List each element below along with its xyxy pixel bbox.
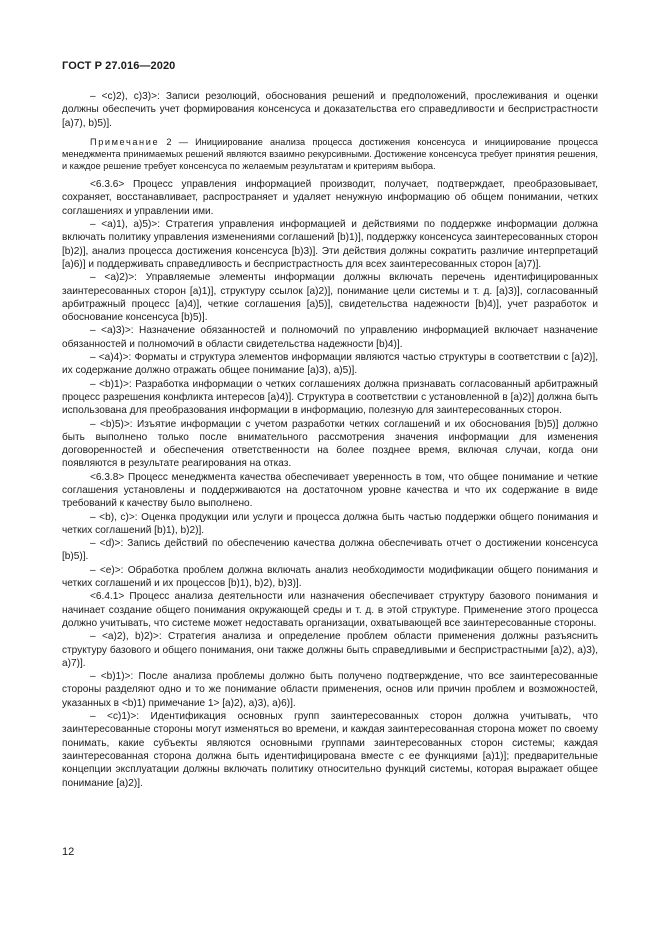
list-item-c2-c3: – <c)2), c)3)>: Записи резолюций, обоснования решений и предположений, прослеживания и оценки должны обеспечить учет формирования консенсуса и доказательства его справедливости и беспристрастности [a)7), b)5)].: [62, 91, 598, 129]
list-item-c1: – <c)1)>: Идентификация основных групп заинтересованных сторон должна учитывать, что заинтересованные стороны могут изменяться во времени, и каждая заинтересованная сторона может по своему понимать, какие субъекты являются основными группами заинтересованных сторон системы; каждая заинтересованная сторона должна быть идентифицирована вместе с ее функциями [a)1)]; предварительные концепции эксплуатации должны включать политику относительно функций системы, которая выражает общее понимание [a)2)].: [62, 711, 598, 789]
list-item-b1-confirmation: – <b)1)>: После анализа проблемы должно быть получено подтверждение, что все заинтересованные стороны разделяют одно и то же понимание области применения, основ или причин проблем и возможностей, указанных в <b)1) примечание 1> [a)2), a)3), a)6)].: [62, 671, 598, 709]
document-body: [62, 90, 598, 790]
list-item-a4: – <a)4)>: Форматы и структура элементов информации являются частью структуры в соответствии с [a)2)], их содержание должно отражать общее понимание [a)3), a)5)].: [62, 352, 598, 377]
list-item-d: – <d)>: Запись действий по обеспечению качества должна обеспечивать отчет о достижении консенсуса [b)5)].: [62, 538, 598, 563]
clause-6-4-1: <6.4.1> Процесс анализа деятельности или назначения обеспечивает структуру базового понимания и начинает создание общего понимания окружающей среды и т. д. в этой структуре. Применение этого процесса должно учитывать, что системе может недоставать организации, охватывающей все заинтересованные стороны.: [62, 591, 598, 629]
list-item-b-c: – <b), c)>: Оценка продукции или услуги и процесса должна быть частью поддержки общего понимания и четких соглашений [b)1), b)2)].: [62, 511, 598, 536]
standard-header: ГОСТ Р 27.016—2020: [62, 60, 176, 72]
clause-6-3-8: <6.3.8> Процесс менеджмента качества обеспечивает уверенность в том, что общее понимание и четкие соглашения установлены и поддерживаются на достаточном уровне качества и что их содержание в виде требований к качеству было выполнено.: [62, 471, 598, 510]
list-item-a3: – <a)3)>: Назначение обязанностей и полномочий по управлению информацией включает назначение обязанностей и полномочий в области свидетельства надежности [b)4)].: [62, 325, 598, 350]
note-text: 2 — Инициирование анализа процесса достижения консенсуса и инициирование процесса менеджмента принимаемых решений являются взаимно рекурсивными. Достижение консенсуса требует принятия решения, и каждое решение требует консенсуса по желаемым результатам и критериям выбора.: [62, 136, 598, 172]
list-item-e: – <e)>: Обработка проблем должна включать анализ необходимости модификации общего понимания и четких соглашений и их процессов [b)1), b)2), b)3)].: [62, 564, 598, 590]
list-item-a2-b2: – <a)2), b)2)>: Стратегия анализа и определение проблем области применения должны разъяснить структуру базового и общего понимания, они также должны быть справедливыми и беспристрастными [a)2), a)3), a)7)].: [62, 631, 598, 669]
page-number: 12: [62, 846, 75, 858]
list-item-b1: – <b)1)>: Разработка информации о четких соглашениях должна признавать согласованный арбитражный процесс разрешения конфликта интересов [a)4)]. Структура в соответствии с установленной в [a)2)] должна быть использована для преобразования информации в информацию, полезную для заинтересованных сторон.: [62, 378, 598, 417]
clause-6-3-6: <6.3.6> Процесс управления информацией производит, получает, подтверждает, преобразовывает, сохраняет, восстанавливает, распространяет и удаляет ненужную информацию об общем понимании, четких соглашениях и управлении ими.: [62, 179, 598, 217]
note-label: Примечание: [90, 136, 160, 147]
note-2: [62, 136, 598, 172]
list-item-b5: – <b)5)>: Изъятие информации с учетом разработки четких соглашений и их обоснования [b)5)] должно быть выполнено только после внимательного рассмотрения значения информации для изменения договоренностей и обеспечения ответственности на более позднее время, включая случаи, когда они появляются в результате реагирования на отказ.: [62, 418, 598, 470]
list-item-a1-a5: – <a)1), a)5)>: Стратегия управления информацией и действиями по поддержке информации должна включать политику управления изменениями соглашений [b)1)], поддержку консенсуса заинтересованных сторон [b)2)], анализ процесса достижения консенсуса [b)3)]. Эти действия должны сократить различие интерпретаций [a)6)] и поддерживать справедливость и беспристрастность для всех заинтересованных сторон [a)7)].: [62, 219, 598, 270]
list-item-a2: – <a)2)>: Управляемые элементы информации должны включать перечень идентифицированных заинтересованных сторон [a)1)], структуру ссылок [a)2)], понимание цели системы и т. д. [a)3)], согласованный арбитражный процесс [a)4)], четкие соглашения [a)5)], свидетельства надежности [b)4)], учет разработок и обоснование консенсуса [b)5)].: [62, 272, 598, 324]
